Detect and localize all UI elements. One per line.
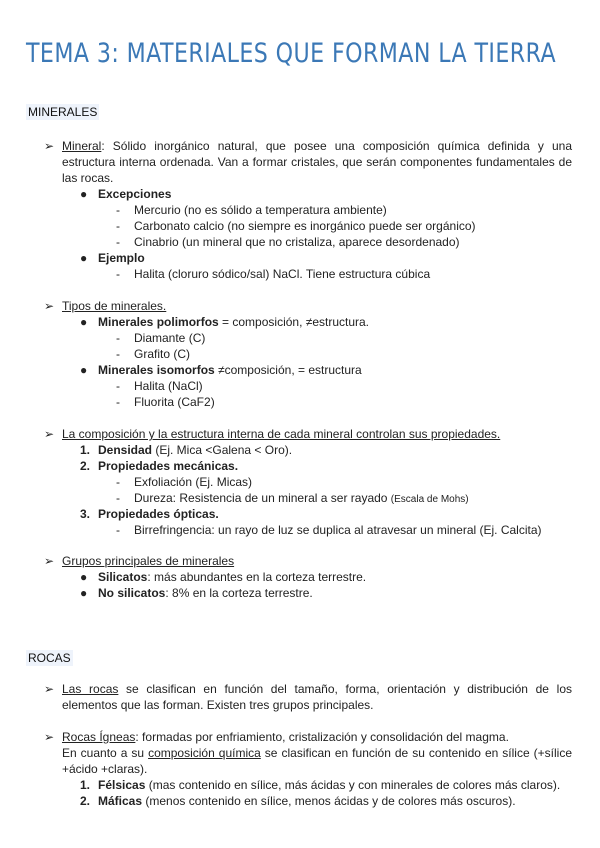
nosilicatos-label: No silicatos: [98, 586, 166, 600]
list-item: Exfoliación (Ej. Micas): [134, 475, 253, 489]
list-item: Cinabrio (un mineral que no cristaliza, aparece desordenado): [134, 235, 460, 249]
number-marker: 1.: [80, 443, 91, 457]
igneas-term: Rocas Ígneas: [62, 730, 136, 744]
maficas-text: (menos contenido en sílice, menos ácidas y de colores más oscuros).: [142, 794, 516, 808]
list-item: Birrefringencia: un rayo de luz se duplica al atravesar un mineral (Ej. Calcita): [134, 523, 542, 537]
tipos-minerales: [26, 298, 572, 410]
mineral-definition: [26, 138, 572, 186]
bullet-dot: ●: [80, 187, 88, 201]
arrow-bullet: ➢: [44, 554, 55, 568]
list-item: Halita (NaCl): [134, 379, 203, 393]
nosilicatos-text: : 8% en la corteza terrestre.: [165, 586, 313, 600]
mineral-term: Mineral: [62, 139, 102, 153]
rocas-text: se clasifican en función del tamaño, forma, orientación y distribución de los elementos que las forman. Existen tres grupos principales.: [62, 682, 572, 712]
dash-marker: -: [116, 203, 120, 217]
isomorfos-label: Minerales isomorfos: [98, 363, 215, 377]
list-item: Grafito (C): [134, 347, 191, 361]
dash-marker: -: [116, 331, 120, 345]
dash-marker: -: [116, 491, 120, 505]
bullet-dot: ●: [80, 315, 88, 329]
dash-marker: -: [116, 219, 120, 233]
silicatos-text: : más abundantes en la corteza terrestre.: [147, 570, 367, 584]
polimorfos-label: Minerales polimorfos: [98, 315, 219, 329]
list-item: Carbonato calcio (no siempre es inorgánico puede ser orgánico): [134, 219, 476, 233]
number-marker: 2.: [80, 459, 91, 473]
arrow-bullet: ➢: [44, 139, 55, 153]
bullet-dot: ●: [80, 251, 88, 265]
silicatos-label: Silicatos: [98, 570, 148, 584]
densidad-label: Densidad: [98, 443, 153, 457]
rocas-igneas: [26, 729, 572, 809]
dash-marker: -: [116, 379, 120, 393]
excepciones-label: Excepciones: [98, 187, 172, 201]
arrow-bullet: ➢: [44, 299, 55, 313]
arrow-bullet: ➢: [44, 682, 55, 696]
dash-marker: -: [116, 523, 120, 537]
opticas-label: Propiedades ópticas.: [98, 507, 219, 521]
propiedades-minerales: [26, 426, 572, 538]
rocas-intro: [26, 681, 572, 713]
isomorfos-text: ≠composición, = estructura: [214, 363, 362, 377]
grupos-minerales: [26, 553, 572, 601]
section-heading-rocas: ROCAS: [28, 651, 71, 665]
list-item: Fluorita (CaF2): [134, 395, 215, 409]
rocas-term: Las rocas: [62, 682, 119, 696]
mineral-text: : Sólido inorgánico natural, que posee una composición química definida y una estructura interna ordenada. Van a formar cristales, que serán componentes fundamentales de las rocas.: [62, 139, 572, 185]
tipos-heading: Tipos de minerales.: [62, 299, 167, 313]
page-title: TEMA 3: MATERIALES QUE FORMAN LA TIERRA: [26, 38, 557, 69]
dash-marker: -: [116, 395, 120, 409]
number-marker: 1.: [80, 778, 91, 792]
bullet-dot: ●: [80, 363, 88, 377]
felsicas-text: (mas contenido en sílice, más ácidas y con minerales de colores más claros).: [145, 778, 561, 792]
mohs-note: (Escala de Mohs): [390, 494, 469, 505]
section-heading-minerales: MINERALES: [28, 105, 98, 119]
number-marker: 2.: [80, 794, 91, 808]
bullet-dot: ●: [80, 586, 88, 600]
propiedades-heading: La composición y la estructura interna de cada mineral controlan sus propiedades.: [62, 427, 501, 441]
igneas-text: : formadas por enfriamiento, cristalización y consolidación del magma.: [135, 730, 509, 744]
composicion-pre: En cuanto a su: [62, 746, 149, 760]
list-item: Diamante (C): [134, 331, 206, 345]
grupos-heading: Grupos principales de minerales: [62, 554, 235, 568]
dash-marker: -: [116, 235, 120, 249]
composicion-post: se clasifican en función de su contenido en sílice (+sílice +ácido +claras).: [62, 746, 572, 776]
arrow-bullet: ➢: [44, 730, 55, 744]
dash-marker: -: [116, 475, 120, 489]
dash-marker: -: [116, 347, 120, 361]
dash-marker: -: [116, 267, 120, 281]
densidad-text: (Ej. Mica <Galena < Oro).: [152, 443, 293, 457]
arrow-bullet: ➢: [44, 427, 55, 441]
list-item: Halita (cloruro sódico/sal) NaCl. Tiene estructura cúbica: [134, 267, 431, 281]
polimorfos-text: = composición, ≠estructura.: [218, 315, 370, 329]
maficas-label: Máficas: [98, 794, 143, 808]
list-item: Mercurio (no es sólido a temperatura ambiente): [134, 203, 387, 217]
ejemplo-label: Ejemplo: [98, 251, 145, 265]
excepciones-list: [26, 186, 572, 282]
composicion-term: composición química: [148, 746, 261, 760]
list-item: Dureza: Resistencia de un mineral a ser rayado: [134, 491, 391, 505]
number-marker: 3.: [80, 507, 91, 521]
mecanicas-label: Propiedades mecánicas.: [98, 459, 239, 473]
felsicas-label: Félsicas: [98, 778, 146, 792]
bullet-dot: ●: [80, 570, 88, 584]
